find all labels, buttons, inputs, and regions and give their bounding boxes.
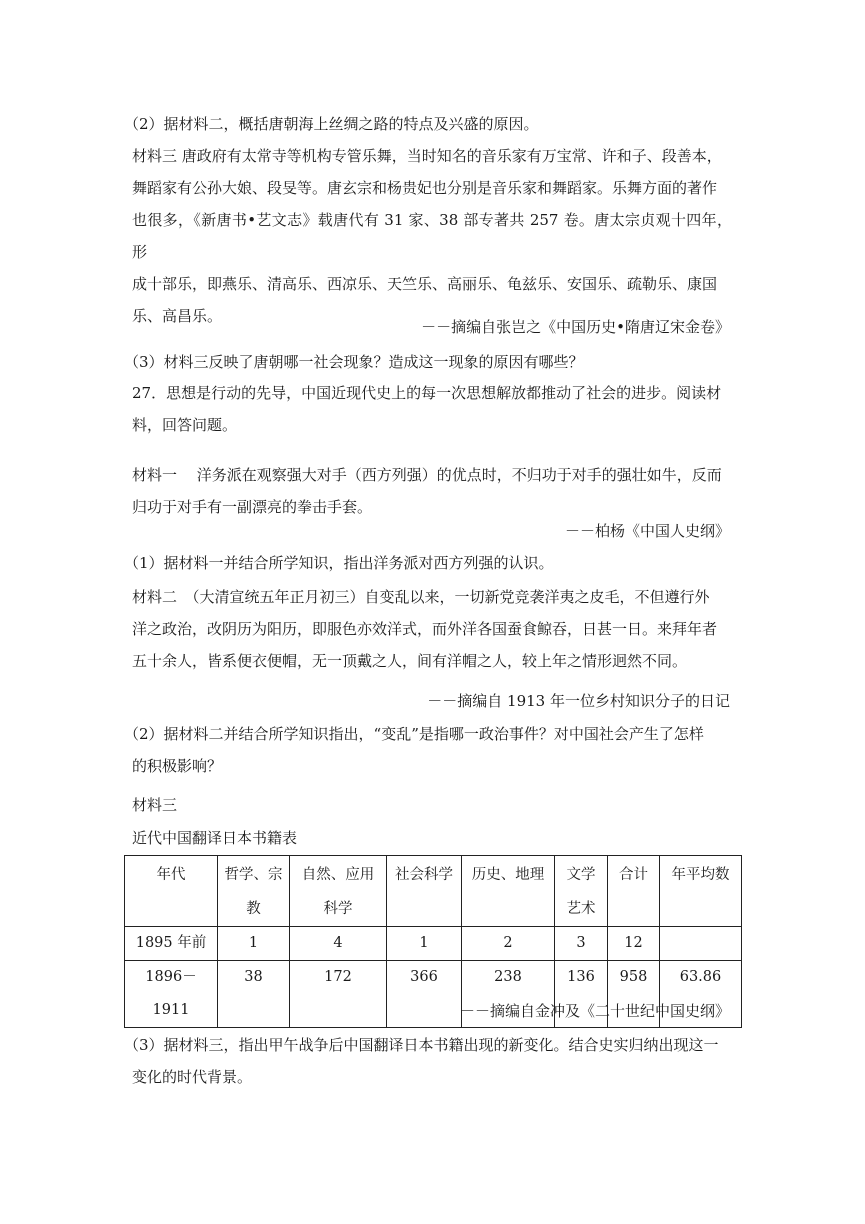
table-header-cell: 年平均数 bbox=[660, 856, 742, 927]
table-cell: 1 bbox=[218, 927, 290, 961]
table-header-cell: 历史、地理 bbox=[462, 856, 555, 927]
question-1: （1）据材料一并结合所学知识，指出洋务派对西方列强的认识。 bbox=[124, 554, 554, 572]
material-3-line: 成十部乐，即燕乐、清高乐、西凉乐、天竺乐、高丽乐、龟兹乐、安国乐、疏勒乐、康国 bbox=[132, 275, 718, 293]
table-cell: 136 bbox=[555, 961, 608, 1028]
material-2-paragraph bbox=[132, 581, 732, 677]
material-1-source: －－柏杨《中国人史纲》 bbox=[564, 522, 730, 540]
material-3-line: 也很多，《新唐书•艺文志》载唐代有 31 家、38 部专著共 257 卷。唐太宗贞观十四年，形 bbox=[132, 211, 732, 261]
table-cell: 2 bbox=[462, 927, 555, 961]
table-cell: 958 bbox=[608, 961, 660, 1028]
table-header-cell: 哲学、宗 教 bbox=[218, 856, 290, 927]
material-1-line: 归功于对手有一副漂亮的拳击手套。 bbox=[132, 498, 373, 516]
material-1-line: 材料一 洋务派在观察强大对手（西方列强）的优点时，不归功于对手的强壮如牛，反而 bbox=[132, 466, 722, 484]
material-3-table-source: －－摘编自金冲及《二十世纪中国史纲》 bbox=[459, 1002, 730, 1020]
table-cell: 1895 年前 bbox=[125, 927, 218, 961]
table-cell: 63.86 bbox=[660, 961, 742, 1028]
question-3-material-3: （3）材料三反映了唐朝哪一社会现象？造成这一现象的原因有哪些？ bbox=[124, 353, 584, 371]
table-cell: 4 bbox=[290, 927, 387, 961]
table-cell: 238 bbox=[462, 961, 555, 1028]
question-2-line: （2）据材料二并结合所学知识指出，“变乱”是指哪一政治事件？对中国社会产生了怎样 bbox=[124, 725, 704, 743]
question-27-stem bbox=[132, 377, 732, 441]
material-3-line: 舞蹈家有公孙大娘、段旻等。唐玄宗和杨贵妃也分别是音乐家和舞蹈家。乐舞方面的著作 bbox=[132, 179, 718, 197]
table-cell: 1 bbox=[387, 927, 462, 961]
material-3-label: 材料三 bbox=[132, 796, 178, 814]
material-3-line: 材料三 唐政府有太常寺等机构专管乐舞，当时知名的音乐家有万宝常、许和子、段善本， bbox=[132, 147, 722, 165]
table-header-cell: 年代 bbox=[125, 856, 218, 927]
material-2-source: －－摘编自 1913 年一位乡村知识分子的日记 bbox=[427, 692, 730, 710]
table-cell: 1896－1911 bbox=[125, 961, 218, 1028]
question-27-line: 27．思想是行动的先导，中国近现代史上的每一次思想解放都推动了社会的进步。阅读材 bbox=[132, 384, 722, 402]
material-2-line: 五十余人，皆系便衣便帽，无一顶戴之人，间有洋帽之人，较上年之情形迥然不同。 bbox=[132, 652, 688, 670]
table-header-cell: 社会科学 bbox=[387, 856, 462, 927]
table-row bbox=[125, 927, 742, 961]
question-2-line: 的积极影响？ bbox=[132, 757, 223, 775]
table-cell: 172 bbox=[290, 961, 387, 1028]
question-3 bbox=[124, 1029, 732, 1093]
material-1-paragraph bbox=[132, 459, 732, 523]
material-2-line: 材料二 （大清宣统五年正月初三）自变乱以来，一切新党竞袭洋夷之皮毛，不但遵行外 bbox=[132, 588, 710, 606]
question-2-material-2: （2）据材料二，概括唐朝海上丝绸之路的特点及兴盛的原因。 bbox=[124, 115, 539, 133]
question-3-line: 变化的时代背景。 bbox=[132, 1068, 253, 1086]
table-header-row bbox=[125, 856, 742, 927]
material-3-source: －－摘编自张岂之《中国历史•隋唐辽宋金卷》 bbox=[421, 318, 730, 336]
table-header-cell: 合计 bbox=[608, 856, 660, 927]
table-cell: 12 bbox=[608, 927, 660, 961]
table-cell bbox=[660, 927, 742, 961]
table-header-cell: 文学 艺术 bbox=[555, 856, 608, 927]
table-cell: 366 bbox=[387, 961, 462, 1028]
table-title: 近代中国翻译日本书籍表 bbox=[132, 829, 298, 847]
table-header-cell: 自然、应用 科学 bbox=[290, 856, 387, 927]
question-3-line: （3）据材料三，指出甲午战争后中国翻译日本书籍出现的新变化。结合史实归纳出现这一 bbox=[124, 1036, 719, 1054]
material-3-paragraph bbox=[132, 140, 732, 332]
material-3-line: 乐、高昌乐。 bbox=[132, 307, 223, 325]
table-cell: 3 bbox=[555, 927, 608, 961]
material-2-line: 洋之政治，改阴历为阳历，即服色亦效洋式，而外洋各国蚕食鲸吞，日甚一日。来拜年者 bbox=[132, 620, 718, 638]
table-cell: 38 bbox=[218, 961, 290, 1028]
question-27-line: 料，回答问题。 bbox=[132, 416, 238, 434]
question-2 bbox=[124, 718, 732, 782]
